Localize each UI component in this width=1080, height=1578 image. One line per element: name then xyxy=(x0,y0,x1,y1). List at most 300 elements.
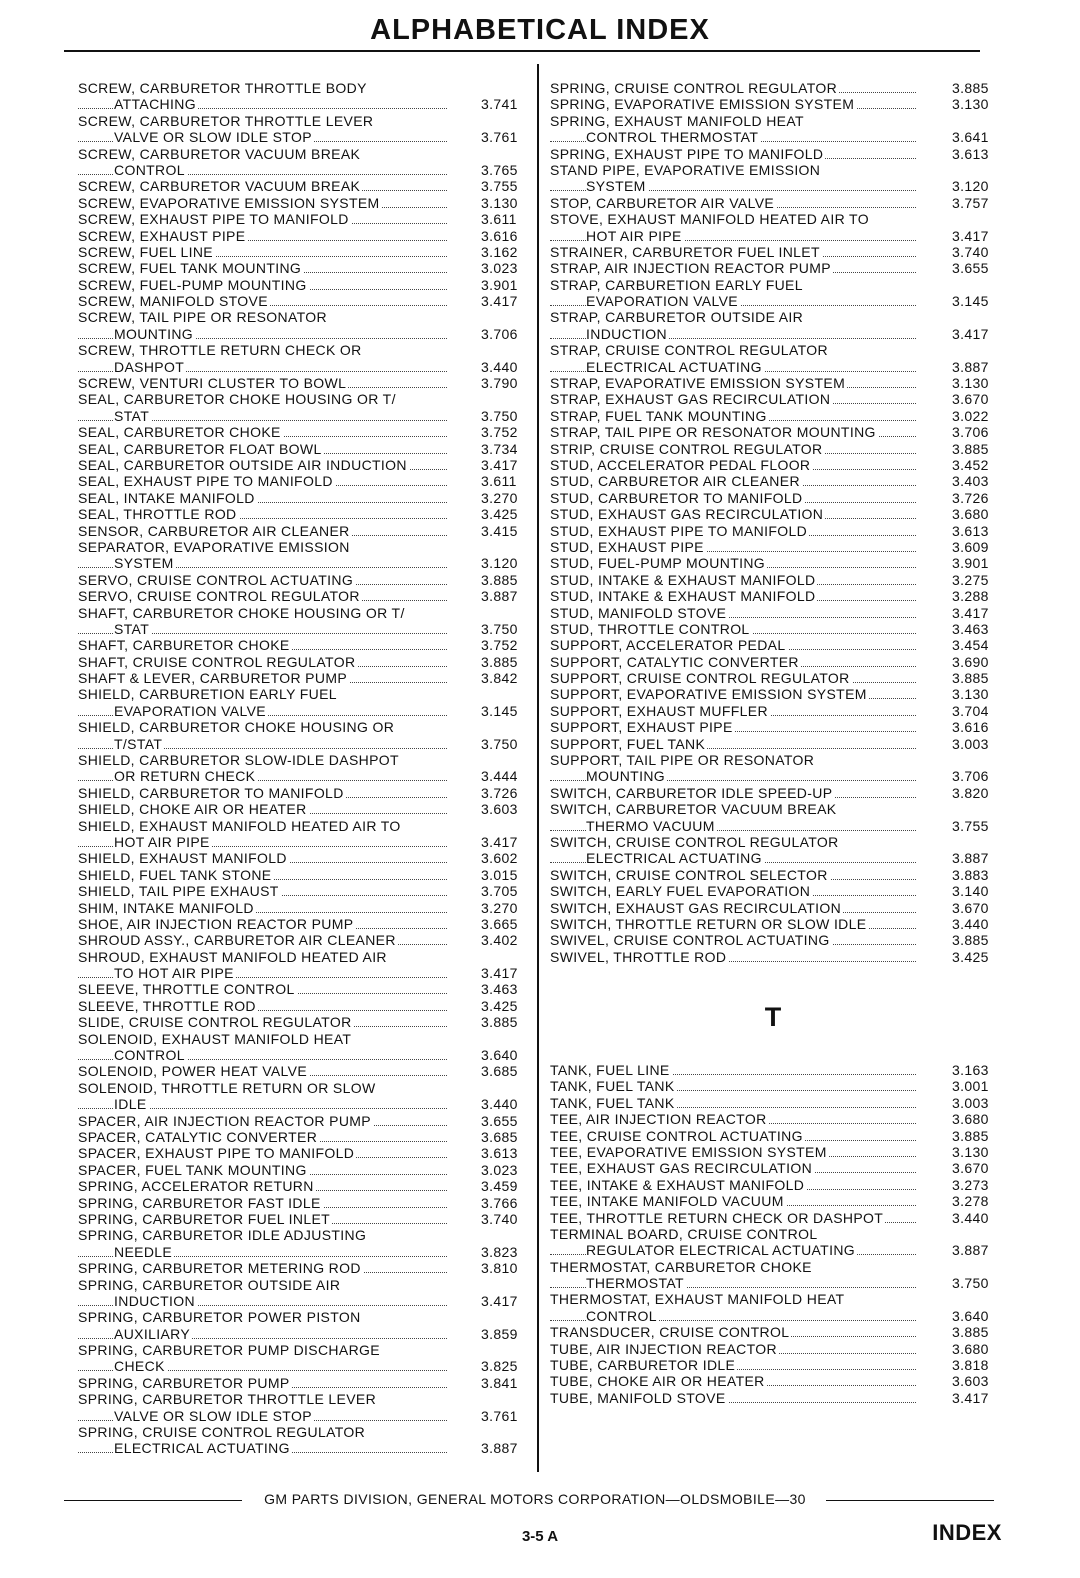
index-entry xyxy=(550,932,996,948)
entry-reference: 3.273 xyxy=(952,1177,996,1193)
footer-publisher: GM PARTS DIVISION, GENERAL MOTORS CORPORATION—OLDSMOBILE—30 xyxy=(264,1491,806,1507)
entry-reference: 3.613 xyxy=(481,1145,527,1161)
entry-reference: 3.001 xyxy=(952,1078,996,1094)
index-entry xyxy=(78,916,527,932)
entry-reference: 3.887 xyxy=(481,1440,527,1456)
index-entry xyxy=(78,998,527,1014)
entry-reference: 3.887 xyxy=(952,1242,996,1258)
index-entry xyxy=(78,1277,527,1293)
entry-name: STUD, EXHAUST GAS RECIRCULATION xyxy=(550,506,824,523)
index-entry xyxy=(78,473,527,489)
entry-name: SOLENOID, POWER HEAT VALVE xyxy=(78,1063,308,1080)
entry-name: SWIVEL, CRUISE CONTROL ACTUATING xyxy=(550,932,830,949)
entry-reference: 3.454 xyxy=(952,637,996,653)
entry-name: INDUCTION xyxy=(586,325,667,342)
entry-reference: 3.130 xyxy=(952,375,996,391)
entry-reference: 3.825 xyxy=(481,1358,527,1374)
entry-reference: 3.885 xyxy=(481,572,527,588)
index-entry xyxy=(550,244,996,260)
entry-name: SEAL, CARBURETOR FLOAT BOWL xyxy=(78,440,322,457)
entry-reference: 3.417 xyxy=(952,1390,996,1406)
entry-reference: 3.734 xyxy=(481,441,527,457)
entry-reference: 3.023 xyxy=(481,1162,527,1178)
entry-name: SEAL, CARBURETOR CHOKE HOUSING OR T/ xyxy=(78,391,396,408)
index-entry xyxy=(78,359,527,375)
entry-name: SCREW, MANIFOLD STOVE xyxy=(78,293,268,310)
entry-name: SHIELD, CARBURETOR CHOKE HOUSING OR xyxy=(78,719,395,736)
entry-reference: 3.459 xyxy=(481,1178,527,1194)
entry-name: STUD, INTAKE & EXHAUST MANIFOLD xyxy=(550,588,816,605)
entry-reference: 3.755 xyxy=(481,178,527,194)
index-entry xyxy=(78,932,527,948)
entry-name: SCREW, CARBURETOR VACUUM BREAK xyxy=(78,178,361,195)
entry-name: SEAL, CARBURETOR CHOKE xyxy=(78,424,281,441)
entry-name: SHIELD, CHOKE AIR OR HEATER xyxy=(78,801,307,818)
entry-name: STUD, EXHAUST PIPE TO MANIFOLD xyxy=(550,522,808,539)
index-entry xyxy=(550,654,996,670)
entry-name: SHAFT, CRUISE CONTROL REGULATOR xyxy=(78,653,356,670)
index-entry xyxy=(78,539,527,555)
index-entry xyxy=(78,965,527,981)
entry-name: SPACER, EXHAUST PIPE TO MANIFOLD xyxy=(78,1145,355,1162)
entry-name: IDLE xyxy=(114,1096,147,1113)
entry-name: THERMOSTAT, CARBURETOR CHOKE xyxy=(550,1258,812,1275)
entry-name: SHAFT, CARBURETOR CHOKE xyxy=(78,637,290,654)
index-entry xyxy=(78,1244,527,1260)
index-entry xyxy=(550,1291,996,1307)
entry-name: TUBE, CARBURETOR IDLE xyxy=(550,1357,736,1374)
index-entry xyxy=(78,96,527,112)
index-entry xyxy=(78,1424,527,1440)
entry-name: VALVE OR SLOW IDLE STOP xyxy=(114,129,312,146)
index-entry xyxy=(78,1047,527,1063)
entry-reference: 3.425 xyxy=(481,998,527,1014)
entry-name: AUXILIARY xyxy=(114,1325,191,1342)
entry-name: SHROUD ASSY., CARBURETOR AIR CLEANER xyxy=(78,932,396,949)
footer-rule-left xyxy=(64,1500,242,1501)
index-entry xyxy=(550,605,996,621)
entry-reference: 3.015 xyxy=(481,867,527,883)
entry-name: SHIELD, EXHAUST MANIFOLD xyxy=(78,850,287,867)
entry-reference: 3.415 xyxy=(481,523,527,539)
entry-reference: 3.740 xyxy=(481,1211,527,1227)
entry-name: SPRING, ACCELERATOR RETURN xyxy=(78,1178,314,1195)
entry-name: ELECTRICAL ACTUATING xyxy=(586,850,762,867)
index-entry xyxy=(550,801,996,817)
index-entry xyxy=(550,375,996,391)
entry-reference: 3.741 xyxy=(481,96,527,112)
entry-reference: 3.887 xyxy=(952,850,996,866)
entry-reference: 3.270 xyxy=(481,900,527,916)
entry-name: SOLENOID, THROTTLE RETURN OR SLOW xyxy=(78,1079,376,1096)
entry-reference: 3.463 xyxy=(952,621,996,637)
entry-name: STRAP, FUEL TANK MOUNTING xyxy=(550,407,767,424)
entry-reference: 3.842 xyxy=(481,670,527,686)
index-entry xyxy=(550,178,996,194)
index-entry xyxy=(550,949,996,965)
entry-name: SPRING, CRUISE CONTROL REGULATOR xyxy=(78,1424,366,1441)
index-column-left xyxy=(78,80,527,1457)
index-entry xyxy=(550,1275,996,1291)
entry-name: STUD, CARBURETOR TO MANIFOLD xyxy=(550,489,803,506)
entry-name: SLIDE, CRUISE CONTROL REGULATOR xyxy=(78,1014,352,1031)
index-entry xyxy=(78,1113,527,1129)
index-entry xyxy=(78,1014,527,1030)
index-entry xyxy=(78,637,527,653)
index-entry xyxy=(550,736,996,752)
entry-name: SCREW, FUEL-PUMP MOUNTING xyxy=(78,276,307,293)
index-entry xyxy=(550,539,996,555)
index-entry xyxy=(550,1160,996,1176)
page-title: ALPHABETICAL INDEX xyxy=(370,14,710,46)
entry-reference: 3.603 xyxy=(952,1373,996,1389)
entry-reference: 3.270 xyxy=(481,490,527,506)
index-entry xyxy=(78,408,527,424)
entry-reference: 3.823 xyxy=(481,1244,527,1260)
entry-reference: 3.755 xyxy=(952,818,996,834)
entry-reference: 3.440 xyxy=(481,1096,527,1112)
entry-reference: 3.885 xyxy=(952,441,996,457)
entry-name: SERVO, CRUISE CONTROL REGULATOR xyxy=(78,588,360,605)
index-entry xyxy=(78,801,527,817)
entry-name: OR RETURN CHECK xyxy=(114,768,256,785)
entry-reference: 3.641 xyxy=(952,129,996,145)
page-number: 3-5 A xyxy=(521,1528,559,1545)
entry-name: SHIELD, CARBURETOR TO MANIFOLD xyxy=(78,784,344,801)
entry-name: SPACER, AIR INJECTION REACTOR PUMP xyxy=(78,1112,371,1129)
entry-reference: 3.162 xyxy=(481,244,527,260)
entry-name: STUD, CARBURETOR AIR CLEANER xyxy=(550,473,800,490)
entry-name: HOT AIR PIPE xyxy=(586,227,682,244)
index-entry xyxy=(78,719,527,735)
entry-name: SPRING, CARBURETOR PUMP DISCHARGE xyxy=(78,1342,380,1359)
entry-name: SUPPORT, CRUISE CONTROL REGULATOR xyxy=(550,670,850,687)
index-entry xyxy=(550,1324,996,1340)
entry-reference: 3.417 xyxy=(481,457,527,473)
entry-reference: 3.640 xyxy=(952,1308,996,1324)
entry-reference: 3.130 xyxy=(481,195,527,211)
entry-reference: 3.685 xyxy=(481,1129,527,1145)
entry-reference: 3.726 xyxy=(952,490,996,506)
entry-name: STRAP, EVAPORATIVE EMISSION SYSTEM xyxy=(550,375,846,392)
index-entry xyxy=(78,1096,527,1112)
entry-name: TANK, FUEL LINE xyxy=(550,1062,670,1078)
entry-name: SHIELD, CARBURETOR SLOW-IDLE DASHPOT xyxy=(78,752,399,769)
entry-name: SUPPORT, CATALYTIC CONVERTER xyxy=(550,653,799,670)
index-entry xyxy=(550,359,996,375)
entry-reference: 3.417 xyxy=(481,965,527,981)
entry-name: SHIELD, EXHAUST MANIFOLD HEATED AIR TO xyxy=(78,817,401,834)
index-entry xyxy=(78,293,527,309)
index-entry xyxy=(78,113,527,129)
entry-name: STUD, MANIFOLD STOVE xyxy=(550,604,727,621)
entry-reference: 3.680 xyxy=(952,1111,996,1127)
index-entry xyxy=(550,1111,996,1127)
index-entry xyxy=(550,342,996,358)
index-entry xyxy=(78,834,527,850)
index-entry xyxy=(78,1440,527,1456)
entry-reference: 3.655 xyxy=(952,260,996,276)
index-entry xyxy=(78,1358,527,1374)
entry-reference: 3.680 xyxy=(952,1341,996,1357)
entry-name: SWITCH, THROTTLE RETURN OR SLOW IDLE xyxy=(550,915,867,932)
index-entry xyxy=(78,1326,527,1342)
index-entry xyxy=(550,326,996,342)
entry-name: SPRING, EVAPORATIVE EMISSION SYSTEM xyxy=(550,96,855,113)
entry-reference: 3.740 xyxy=(952,244,996,260)
entry-reference: 3.750 xyxy=(481,621,527,637)
entry-name: NEEDLE xyxy=(114,1243,173,1260)
index-entry xyxy=(78,277,527,293)
index-entry xyxy=(78,654,527,670)
index-entry xyxy=(78,1227,527,1243)
index-entry xyxy=(550,195,996,211)
entry-name: T/STAT xyxy=(114,735,163,752)
entry-name: SYSTEM xyxy=(114,555,174,572)
entry-name: SEAL, THROTTLE ROD xyxy=(78,506,237,523)
index-entry xyxy=(78,588,527,604)
entry-reference: 3.680 xyxy=(952,506,996,522)
index-entry xyxy=(78,260,527,276)
index-entry xyxy=(550,1373,996,1389)
entry-name: SPRING, CARBURETOR IDLE ADJUSTING xyxy=(78,1227,367,1244)
entry-name: TEE, THROTTLE RETURN CHECK OR DASHPOT xyxy=(550,1209,884,1226)
index-entry xyxy=(78,1195,527,1211)
index-entry xyxy=(550,572,996,588)
entry-reference: 3.757 xyxy=(952,195,996,211)
entry-name: HOT AIR PIPE xyxy=(114,833,210,850)
index-entry xyxy=(78,228,527,244)
index-entry xyxy=(78,605,527,621)
entry-name: SUPPORT, EXHAUST MUFFLER xyxy=(550,702,768,719)
index-entry xyxy=(550,1193,996,1209)
entry-name: TEE, AIR INJECTION REACTOR xyxy=(550,1111,767,1128)
entry-name: SCREW, EVAPORATIVE EMISSION SYSTEM xyxy=(78,194,380,211)
index-entry xyxy=(78,1145,527,1161)
entry-name: SWITCH, CARBURETOR VACUUM BREAK xyxy=(550,801,837,818)
index-entry xyxy=(550,1390,996,1406)
index-entry xyxy=(550,588,996,604)
entry-name: STRAP, EXHAUST GAS RECIRCULATION xyxy=(550,391,831,408)
entry-name: STRIP, CRUISE CONTROL REGULATOR xyxy=(550,440,823,457)
index-entry xyxy=(78,752,527,768)
entry-name: SPRING, CARBURETOR METERING ROD xyxy=(78,1260,361,1277)
index-entry xyxy=(78,162,527,178)
entry-name: SERVO, CRUISE CONTROL ACTUATING xyxy=(78,571,354,588)
entry-name: SUPPORT, FUEL TANK xyxy=(550,735,706,752)
entry-name: SHAFT & LEVER, CARBURETOR PUMP xyxy=(78,670,348,687)
entry-reference: 3.690 xyxy=(952,654,996,670)
entry-reference: 3.655 xyxy=(481,1113,527,1129)
index-entry xyxy=(550,850,996,866)
index-entry xyxy=(78,1031,527,1047)
entry-name: SWITCH, EXHAUST GAS RECIRCULATION xyxy=(550,899,842,916)
entry-name: STUD, EXHAUST PIPE xyxy=(550,538,704,555)
entry-reference: 3.022 xyxy=(952,408,996,424)
index-entry xyxy=(78,146,527,162)
entry-name: STOVE, EXHAUST MANIFOLD HEATED AIR TO xyxy=(550,211,869,228)
index-column-right-t xyxy=(550,1062,996,1406)
entry-reference: 3.288 xyxy=(952,588,996,604)
index-entry xyxy=(550,719,996,735)
index-entry xyxy=(78,736,527,752)
entry-name: TUBE, MANIFOLD STOVE xyxy=(550,1389,726,1406)
index-entry xyxy=(550,637,996,653)
index-entry xyxy=(550,670,996,686)
entry-name: SUPPORT, EVAPORATIVE EMISSION SYSTEM xyxy=(550,686,867,703)
entry-reference: 3.887 xyxy=(481,588,527,604)
entry-reference: 3.145 xyxy=(481,703,527,719)
entry-name: STRAP, CARBURETION EARLY FUEL xyxy=(550,276,803,293)
entry-reference: 3.885 xyxy=(952,80,996,96)
entry-name: REGULATOR ELECTRICAL ACTUATING xyxy=(586,1242,856,1259)
index-entry xyxy=(78,441,527,457)
index-entry xyxy=(78,211,527,227)
entry-reference: 3.885 xyxy=(952,1324,996,1340)
entry-name: VALVE OR SLOW IDLE STOP xyxy=(114,1407,312,1424)
entry-reference: 3.706 xyxy=(952,424,996,440)
entry-reference: 3.670 xyxy=(952,900,996,916)
index-entry xyxy=(78,670,527,686)
index-entry xyxy=(550,457,996,473)
entry-reference: 3.417 xyxy=(481,293,527,309)
index-entry xyxy=(550,473,996,489)
entry-reference: 3.766 xyxy=(481,1195,527,1211)
entry-reference: 3.003 xyxy=(952,1095,996,1111)
entry-reference: 3.670 xyxy=(952,391,996,407)
entry-name: SLEEVE, THROTTLE CONTROL xyxy=(78,981,295,998)
entry-reference: 3.023 xyxy=(481,260,527,276)
entry-name: SEAL, INTAKE MANIFOLD xyxy=(78,489,255,506)
index-entry xyxy=(78,178,527,194)
entry-reference: 3.417 xyxy=(952,326,996,342)
index-entry xyxy=(550,768,996,784)
entry-name: SOLENOID, EXHAUST MANIFOLD HEAT xyxy=(78,1030,352,1047)
index-entry xyxy=(78,850,527,866)
index-entry xyxy=(550,408,996,424)
entry-name: STAND PIPE, EVAPORATIVE EMISSION xyxy=(550,161,821,178)
entry-reference: 3.130 xyxy=(952,1144,996,1160)
entry-reference: 3.417 xyxy=(952,228,996,244)
entry-reference: 3.885 xyxy=(481,1014,527,1030)
index-entry xyxy=(550,1062,996,1078)
entry-reference: 3.130 xyxy=(952,686,996,702)
entry-reference: 3.425 xyxy=(481,506,527,522)
entry-reference: 3.163 xyxy=(952,1062,996,1078)
entry-name: SLEEVE, THROTTLE ROD xyxy=(78,997,256,1014)
index-entry xyxy=(78,949,527,965)
entry-name: STRAP, TAIL PIPE OR RESONATOR MOUNTING xyxy=(550,424,876,441)
entry-name: STAT xyxy=(114,407,150,424)
entry-reference: 3.417 xyxy=(952,605,996,621)
index-entry xyxy=(78,424,527,440)
entry-name: THERMOSTAT, EXHAUST MANIFOLD HEAT xyxy=(550,1291,845,1308)
index-entry xyxy=(78,490,527,506)
index-entry xyxy=(78,768,527,784)
entry-reference: 3.670 xyxy=(952,1160,996,1176)
entry-name: SCREW, FUEL LINE xyxy=(78,243,213,260)
entry-name: STRAP, CARBURETOR OUTSIDE AIR xyxy=(550,309,804,326)
index-entry xyxy=(78,80,527,96)
entry-name: SWITCH, CRUISE CONTROL REGULATOR xyxy=(550,833,839,850)
index-entry xyxy=(550,523,996,539)
entry-reference: 3.403 xyxy=(952,473,996,489)
entry-reference: 3.885 xyxy=(481,654,527,670)
entry-name: DASHPOT xyxy=(114,358,185,375)
index-entry xyxy=(78,1162,527,1178)
index-entry xyxy=(78,1293,527,1309)
index-entry xyxy=(78,1375,527,1391)
index-entry xyxy=(78,686,527,702)
entry-reference: 3.901 xyxy=(952,555,996,571)
entry-name: MOUNTING xyxy=(586,768,666,785)
entry-name: SPRING, CARBURETOR FAST IDLE xyxy=(78,1194,321,1211)
index-entry xyxy=(550,883,996,899)
entry-name: SCREW, EXHAUST PIPE xyxy=(78,227,246,244)
index-entry xyxy=(78,342,527,358)
section-letter-t: T xyxy=(764,1002,782,1032)
entry-reference: 3.003 xyxy=(952,736,996,752)
entry-name: STOP, CARBURETOR AIR VALVE xyxy=(550,194,775,211)
index-entry xyxy=(78,981,527,997)
footer-rule-right xyxy=(826,1500,994,1501)
index-entry xyxy=(550,900,996,916)
index-entry xyxy=(550,424,996,440)
entry-reference: 3.705 xyxy=(481,883,527,899)
entry-reference: 3.278 xyxy=(952,1193,996,1209)
entry-name: TUBE, CHOKE AIR OR HEATER xyxy=(550,1373,765,1390)
index-entry xyxy=(550,293,996,309)
index-entry xyxy=(550,277,996,293)
index-entry xyxy=(78,1129,527,1145)
index-entry xyxy=(78,1342,527,1358)
entry-name: STUD, FUEL-PUMP MOUNTING xyxy=(550,555,766,572)
index-entry xyxy=(550,129,996,145)
index-entry xyxy=(550,146,996,162)
entry-name: STRAP, AIR INJECTION REACTOR PUMP xyxy=(550,260,831,277)
entry-reference: 3.603 xyxy=(481,801,527,817)
index-entry xyxy=(550,1357,996,1373)
entry-name: SPACER, CATALYTIC CONVERTER xyxy=(78,1129,318,1145)
entry-reference: 3.859 xyxy=(481,1326,527,1342)
entry-reference: 3.640 xyxy=(481,1047,527,1063)
index-entry xyxy=(550,1341,996,1357)
index-entry xyxy=(78,1391,527,1407)
entry-name: STRAP, CRUISE CONTROL REGULATOR xyxy=(550,342,828,359)
entry-name: SENSOR, CARBURETOR AIR CLEANER xyxy=(78,522,350,539)
entry-name: SHOE, AIR INJECTION REACTOR PUMP xyxy=(78,915,354,932)
index-entry xyxy=(550,228,996,244)
index-entry xyxy=(78,1178,527,1194)
index-entry xyxy=(550,96,996,112)
entry-name: TEE, EVAPORATIVE EMISSION SYSTEM xyxy=(550,1143,827,1160)
column-divider xyxy=(537,64,539,1472)
entry-name: SHIM, INTAKE MANIFOLD xyxy=(78,899,254,916)
index-entry xyxy=(78,785,527,801)
entry-reference: 3.706 xyxy=(952,768,996,784)
entry-name: SHIELD, FUEL TANK STONE xyxy=(78,866,272,883)
entry-name: THERMOSTAT xyxy=(586,1275,684,1292)
entry-reference: 3.145 xyxy=(952,293,996,309)
index-entry xyxy=(550,1242,996,1258)
entry-name: SHIELD, TAIL PIPE EXHAUST xyxy=(78,883,279,900)
entry-reference: 3.613 xyxy=(952,523,996,539)
entry-reference: 3.120 xyxy=(952,178,996,194)
entry-reference: 3.885 xyxy=(952,670,996,686)
index-entry xyxy=(78,1408,527,1424)
entry-reference: 3.611 xyxy=(481,211,527,227)
entry-name: TEE, INTAKE MANIFOLD VACUUM xyxy=(550,1193,784,1210)
